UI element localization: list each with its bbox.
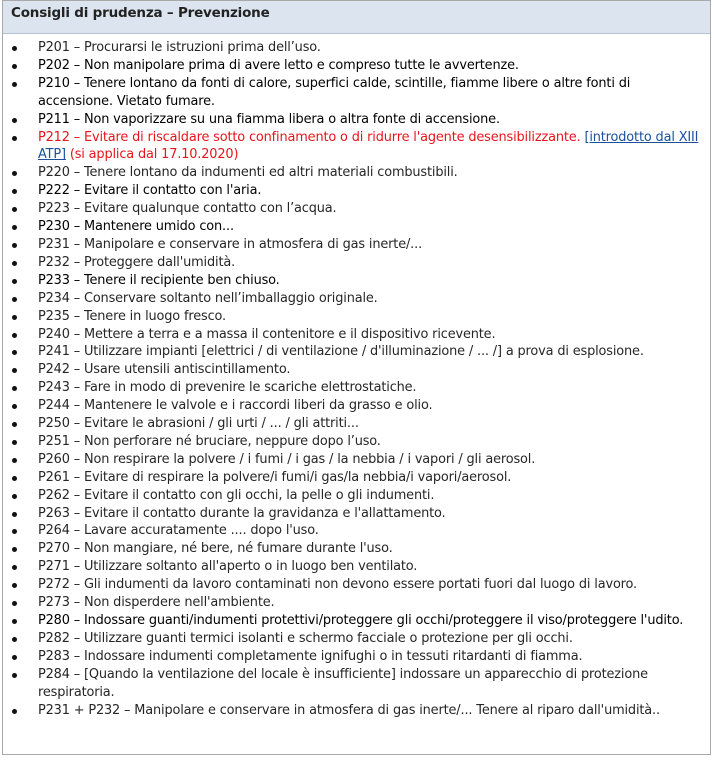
statement-p264: P264 – Lavare accuratamente .... dopo l'uso.	[9, 522, 702, 540]
statement-p261: P261 – Evitare di respirare la polvere/i fumi/i gas/la nebbia/i vapori/aerosol.	[9, 469, 702, 487]
precautionary-statement-list	[9, 39, 702, 719]
statement-p212-date: (si applica dal 17.10.2020)	[65, 147, 239, 163]
statement-p242: P242 – Usare utensili antiscintillamento.	[9, 361, 702, 379]
statement-p241: P241 – Utilizzare impianti [elettrici / di ventilazione / d'illuminazione / ... /] a prova di esplosione.	[9, 343, 702, 361]
statement-p271: P271 – Utilizzare soltanto all'aperto o in luogo ben ventilato.	[9, 558, 702, 576]
panel-title: Consigli di prudenza – Prevenzione	[3, 1, 710, 34]
statement-p235: P235 – Tenere in luogo fresco.	[9, 308, 702, 326]
statement-p222: P222 – Evitare il contatto con l'aria.	[9, 182, 702, 200]
statement-p202: P202 – Non manipolare prima di avere letto e compreso tutte le avvertenze.	[9, 57, 702, 75]
statement-p230: P230 – Mantenere umido con...	[9, 218, 702, 236]
panel-body	[3, 34, 710, 719]
statement-p260: P260 – Non respirare la polvere / i fumi / i gas / la nebbia / i vapori / gli aerosol.	[9, 451, 702, 469]
statement-p251: P251 – Non perforare né bruciare, neppure dopo l’uso.	[9, 433, 702, 451]
statement-p250: P250 – Evitare le abrasioni / gli urti / ... / gli attriti...	[9, 415, 702, 433]
statement-p212	[9, 129, 702, 165]
statement-p201: P201 – Procurarsi le istruzioni prima dell’uso.	[9, 39, 702, 57]
statement-p282: P282 – Utilizzare guanti termici isolanti e schermo facciale o protezione per gli occhi.	[9, 630, 702, 648]
statement-p234: P234 – Conservare soltanto nell’imballaggio originale.	[9, 290, 702, 308]
statement-p231: P231 – Manipolare e conservare in atmosfera di gas inerte/...	[9, 236, 702, 254]
statement-p283: P283 – Indossare indumenti completamente ignifughi o in tessuti ritardanti di fiamma.	[9, 648, 702, 666]
statement-p243: P243 – Fare in modo di prevenire le scariche elettrostatiche.	[9, 379, 702, 397]
statement-p270: P270 – Non mangiare, né bere, né fumare durante l'uso.	[9, 540, 702, 558]
statement-p240: P240 – Mettere a terra e a massa il contenitore e il dispositivo ricevente.	[9, 326, 702, 344]
statement-p284: P284 – [Quando la ventilazione del locale è insufficiente] indossare un apparecchio di protezione respiratoria.	[9, 666, 702, 702]
statement-p233: P233 – Tenere il recipiente ben chiuso.	[9, 272, 702, 290]
statement-p272: P272 – Gli indumenti da lavoro contaminati non devono essere portati fuori dal luogo di lavoro.	[9, 576, 702, 594]
precautionary-statements-panel	[2, 0, 711, 755]
statement-p232: P232 – Proteggere dall'umidità.	[9, 254, 702, 272]
statement-p273: P273 – Non disperdere nell'ambiente.	[9, 594, 702, 612]
statement-p223: P223 – Evitare qualunque contatto con l’acqua.	[9, 200, 702, 218]
statement-p280: P280 – Indossare guanti/indumenti protettivi/proteggere gli occhi/proteggere il viso/proteggere l'udito.	[9, 612, 702, 630]
atp-reference-link[interactable]: [introdotto dal XIII ATP]	[38, 129, 699, 163]
statement-p220: P220 – Tenere lontano da indumenti ed altri materiali combustibili.	[9, 164, 702, 182]
statement-p263: P263 – Evitare il contatto durante la gravidanza e l'allattamento.	[9, 505, 702, 523]
statement-p231-p232: P231 + P232 – Manipolare e conservare in atmosfera di gas inerte/... Tenere al riparo dall'umidità..	[9, 702, 702, 720]
statement-p211: P211 – Non vaporizzare su una fiamma libera o altra fonte di accensione.	[9, 111, 702, 129]
statement-p212-text: P212 – Evitare di riscaldare sotto confinamento o di ridurre l'agente desensibilizzante.	[38, 129, 585, 145]
statement-p244: P244 – Mantenere le valvole e i raccordi liberi da grasso e olio.	[9, 397, 702, 415]
statement-p262: P262 – Evitare il contatto con gli occhi, la pelle o gli indumenti.	[9, 487, 702, 505]
statement-p210: P210 – Tenere lontano da fonti di calore, superfici calde, scintille, fiamme libere o altre fonti di accensione. Vietato fumare.	[9, 75, 702, 111]
